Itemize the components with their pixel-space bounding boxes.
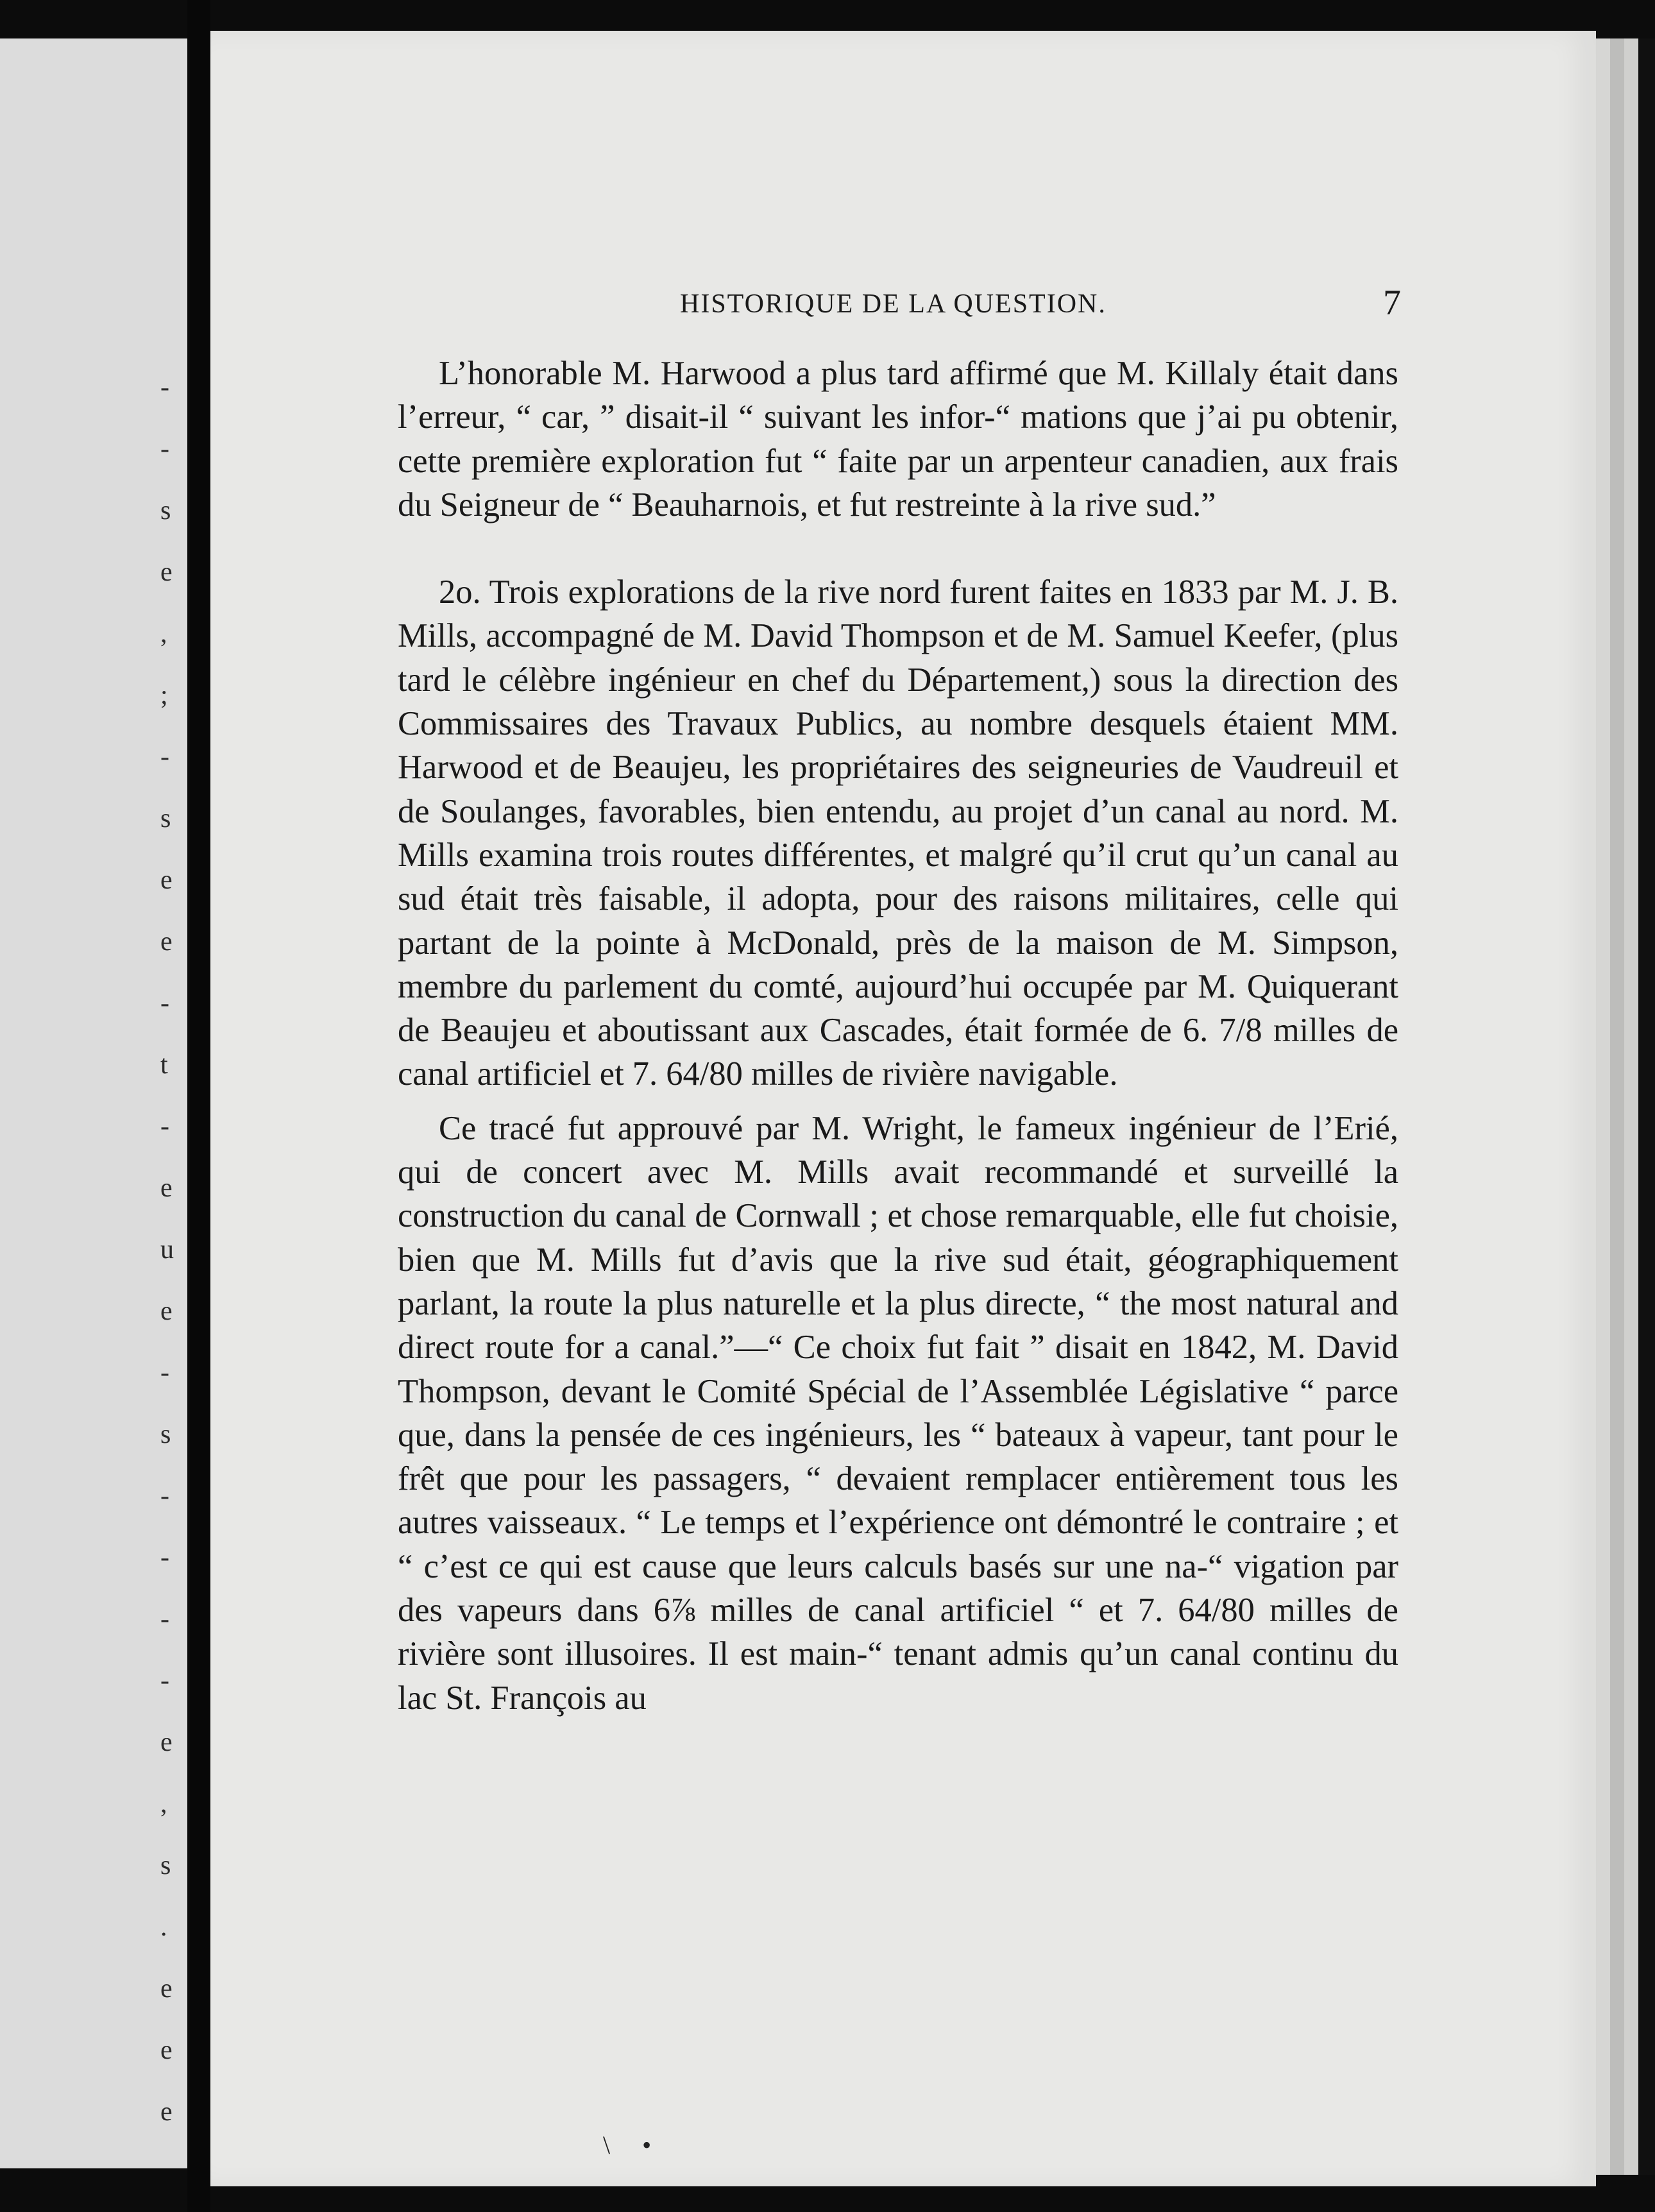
facing-page-fragment: - [160,1358,169,1388]
print-specks: \ • [603,2131,652,2159]
facing-page-fragment: ; [160,681,168,710]
facing-page-fragment: s [160,496,171,525]
facing-page-fragment: - [160,1666,169,1696]
facing-page-fragment: - [160,1543,169,1572]
facing-page-fragment: - [160,434,169,464]
facing-page-fragment: - [160,742,169,772]
facing-page-fragment: e [160,2036,173,2065]
page-edge [1596,38,1610,2175]
facing-page-fragment: e [160,557,173,587]
facing-page-fragment: - [160,1481,169,1511]
facing-page-fragment: e [160,1728,173,1757]
running-head: HISTORIQUE DE LA QUESTION. [680,289,1107,319]
facing-page-fragment: e [160,1297,173,1326]
facing-page-fragment: , [160,1789,167,1819]
page-gutter [187,0,210,2212]
facing-page-fragment: s [160,1420,171,1449]
facing-page-fragment: e [160,927,173,957]
facing-page-fragment: e [160,1974,173,2004]
page-number: 7 [1383,283,1401,323]
facing-page-fragment: - [160,1604,169,1634]
paragraph: Ce tracé fut approuvé par M. Wright, le fameux ingénieur de l’Erié, qui de concert avec M. Mills avait recommandé et surveillé la construction du canal de Cornwall ; et chose remarquable, elle fut choisie, bien que M. Mills fut d’avis que la rive sud était, géographiquement parlant, la route la plus naturelle et la plus directe, “ the most natural and direct route for a canal.”—“ Ce choix fut fait ” disait en 1842, M. David Thompson, devant le Comité Spécial de l’Assemblée Législative “ parce que, dans la pensée de ces ingénieurs, les “ bateaux à vapeur, tant pour le frêt que pour les passagers, “ devaient remplacer entièrement tous les autres vaisseaux. “ Le temps et l’expérience ont démontré le contraire ; et “ c’est ce qui est cause que leurs calculs basés sur une na-“ vigation par des vapeurs dans 6⅞ milles de canal artificiel “ et 7. 64/80 milles de rivière sont illusoires. Il est main-“ tenant admis qu’un canal continu du lac St. François au [398,1109,1398,1717]
paragraph: 2o. Trois explorations de la rive nord furent faites en 1833 par M. J. B. Mills, accompagné de M. David Thompson et de M. Samuel Keefer, (plus tard le célèbre ingénieur en chef du Département,) sous la direction des Commissaires des Travaux Publics, au nombre desquels étaient MM. Harwood et de Beaujeu, les propriétaires des seigneuries de Vaudreuil et de Soulanges, favorables, bien entendu, au projet d’un canal au nord. M. Mills examina trois routes différentes, et malgré qu’il crut qu’un canal au sud était très faisable, il adopta, pour des raisons militaires, celle qui partant de la pointe à McDonald, près de la maison de M. Simpson, membre du parlement du comté, aujourd’hui occupée par M. Quiquerant de Beaujeu et aboutissant aux Cascades, était formée de 6. 7/8 milles de canal artificiel et 7. 64/80 milles de rivière navigable. [398,574,1398,1093]
facing-page-fragment: s [160,804,171,833]
facing-page-fragment: - [160,1112,169,1141]
facing-page-fragment: . [160,1912,167,1942]
facing-page [0,38,187,2168]
facing-page-fragment: t [160,1050,168,1080]
facing-page-fragment: - [160,989,169,1018]
paragraph: L’honorable M. Harwood a plus tard affirmé que M. Killaly était dans l’erreur, “ car, ” disait-il “ suivant les infor-“ mations que j’ai pu obtenir, cette première exploration fut “ faite par un arpenteur canadien, aux frais du Seigneur de “ Beauharnois, et fut restreinte à la rive sud.” [398,355,1398,523]
body-text [398,352,1398,1720]
page-edge [1610,38,1624,2175]
facing-page-fragment: e [160,1173,173,1203]
facing-page-fragment: - [160,373,169,402]
page-edge [1624,38,1638,2175]
facing-page-fragment: e [160,865,173,895]
page-edge [1638,38,1655,2175]
facing-page-fragment: , [160,619,167,649]
facing-page-fragment: u [160,1235,174,1264]
facing-page-fragment: s [160,1851,171,1880]
facing-page-fragment: e [160,2097,173,2127]
